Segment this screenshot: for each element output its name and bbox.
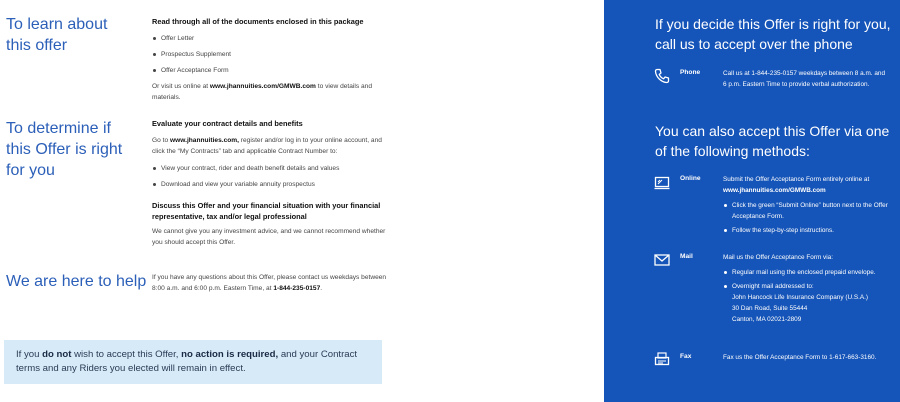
other-methods-heading: You can also accept this Offer via one of the following methods: <box>655 123 890 159</box>
mail-options-list <box>723 267 888 325</box>
fax-text: Fax us the Offer Acceptance Form to 1-617-663-3160. <box>723 354 877 361</box>
phone-icon <box>654 68 670 82</box>
list-item: Offer Letter <box>152 33 390 44</box>
online-text: Submit the Offer Acceptance Form entirely online at www.jhannuities.com/GMWB.com Click the green “Submit Online” button next to the Offer Acceptance Form. Follow the step-by-step instructions. <box>723 176 888 234</box>
help-phone-number[interactable]: 1-844-235-0157 <box>273 285 321 292</box>
fax-icon <box>654 352 670 366</box>
section-title-learn: To learn about this offer <box>6 16 108 54</box>
list-item: Download and view your variable annuity prospectus <box>152 179 390 190</box>
envelope-icon <box>654 253 670 267</box>
list-item: Overnight mail addressed to: John Hancock Life Insurance Company (U.S.A.) 30 Dan Road, Suite 55444 Canton, MA 02021-2809 <box>723 281 888 325</box>
discuss-heading: Discuss this Offer and your financial situation with your financial representative, tax and/or legal professional <box>152 201 381 221</box>
phone-text: Call us at 1-844-235-0157 weekdays between 8 a.m. and 6 p.m. Eastern Time to provide verbal authorization. <box>723 70 885 88</box>
accept-by-phone-heading: If you decide this Offer is right for you, call us to accept over the phone <box>655 16 891 52</box>
contract-actions-list <box>152 163 390 190</box>
section-learn-body <box>152 16 390 103</box>
section-title-determine: To determine if this Offer is right for you <box>6 120 123 179</box>
online-form-link[interactable]: www.jhannuities.com/GMWB.com <box>723 187 826 194</box>
section-title-help: We are here to help <box>6 273 147 290</box>
goto-text: Go to www.jhannuities.com, register and/or log in to your online account, and click the “My Contracts” tab and applicable Contract Number to: <box>152 137 382 155</box>
list-item: Prospectus Supplement <box>152 49 390 60</box>
section-determine-body <box>152 118 390 248</box>
mail-label: Mail <box>680 253 693 260</box>
fax-label: Fax <box>680 353 692 360</box>
list-item: Follow the step-by-step instructions. <box>723 225 888 236</box>
laptop-icon <box>654 176 670 190</box>
mailing-address-line: Canton, MA 02021-2809 <box>732 316 802 323</box>
mailing-address-line: 30 Dan Road, Suite 55444 <box>732 305 808 312</box>
no-action-callout: If you do not wish to accept this Offer, no action is required, and your Contract terms and any Riders you elected will remain in effect. <box>4 340 382 384</box>
evaluate-heading: Evaluate your contract details and benefits <box>152 119 303 128</box>
online-label: Online <box>680 175 701 182</box>
list-item: Click the green “Submit Online” button next to the Offer Acceptance Form. <box>723 200 888 222</box>
jhannuities-link[interactable]: www.jhannuities.com, <box>169 137 239 144</box>
section-help-body <box>152 272 390 294</box>
list-item: Regular mail using the enclosed prepaid envelope. <box>723 267 888 278</box>
list-item: Offer Acceptance Form <box>152 65 390 76</box>
jhannuities-gmwb-link[interactable]: www.jhannuities.com/GMWB.com <box>209 83 316 90</box>
visit-online-text: Or visit us online at www.jhannuities.com/GMWB.com to view details and materials. <box>152 83 372 101</box>
learn-heading: Read through all of the documents enclosed in this package <box>152 17 364 26</box>
mailing-address-line: John Hancock Life Insurance Company (U.S.A.) <box>732 294 869 301</box>
mail-text: Mail us the Offer Acceptance Form via: Regular mail using the enclosed prepaid envelope. Overnight mail addressed to: John Hancock Life Insurance Company (U.S.A.) 30 Dan Road, Suite 55444 Canton, MA 02021-2809 <box>723 252 888 328</box>
online-steps-list <box>723 200 888 236</box>
list-item: View your contract, rider and death benefit details and values <box>152 163 390 174</box>
discuss-text: We cannot give you any investment advice, and we cannot recommend whether you should accept this Offer. <box>152 228 386 246</box>
document-list <box>152 33 390 76</box>
right-panel <box>604 0 900 402</box>
phone-label: Phone <box>680 69 701 76</box>
help-text: If you have any questions about this Offer, please contact us weekdays between 8:00 a.m. and 6:00 p.m. Eastern Time, at 1-844-235-0157. <box>152 274 387 292</box>
